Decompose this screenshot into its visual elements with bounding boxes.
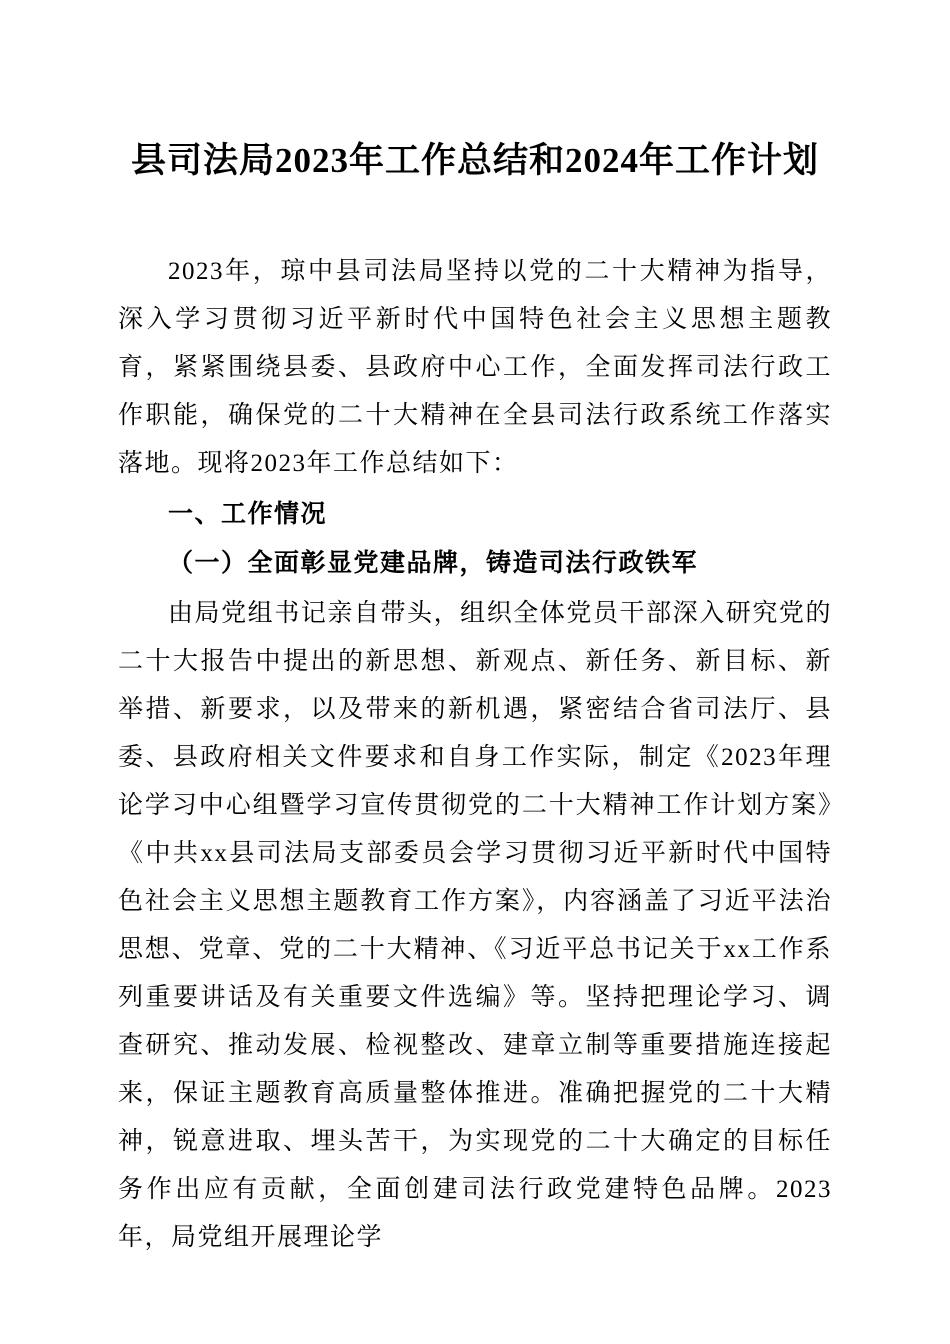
document-title: 县司法局2023年工作总结和2024年工作计划 (130, 141, 819, 180)
body-paragraph: 由局党组书记亲自带头，组织全体党员干部深入研究党的二十大报告中提出的新思想、新观点、新任务、新目标、新举措、新要求，以及带来的新机遇，紧密结合省司法厅、县委、县政府相关文件要求和自身工作实际，制定《2023年理论学习中心组暨学习宣传贯彻党的二十大精神工作计划方案》《中共xx县司法局支部委员会学习贯彻习近平新时代中国特色社会主义思想主题教育工作方案》，内容涵盖了习近平法治思想、党章、党的二十大精神、《习近平总书记关于xx工作系列重要讲话及有关重要文件选编》等。坚持把理论学习、调查研究、推动发展、检视整改、建章立制等重要措施连接起来，保证主题教育高质量整体推进。准确把握党的二十大精神，锐意进取、埋头苦干，为实现党的二十大确定的目标任务作出应有贡献，全面创建司法行政党建特色品牌。2023年，局党组开展理论学 (118, 599, 832, 1251)
intro-paragraph: 2023年，琼中县司法局坚持以党的二十大精神为指导，深入学习贯彻习近平新时代中国特色社会主义思想主题教育，紧紧围绕县委、县政府中心工作，全面发挥司法行政工作职能，确保党的二十大精神在全县司法行政系统工作落实落地。现将2023年工作总结如下： (118, 257, 832, 477)
subsection-heading: （一）全面彰显党建品牌，铸造司法行政铁军 (168, 549, 699, 577)
section-heading: 一、工作情况 (168, 499, 328, 528)
